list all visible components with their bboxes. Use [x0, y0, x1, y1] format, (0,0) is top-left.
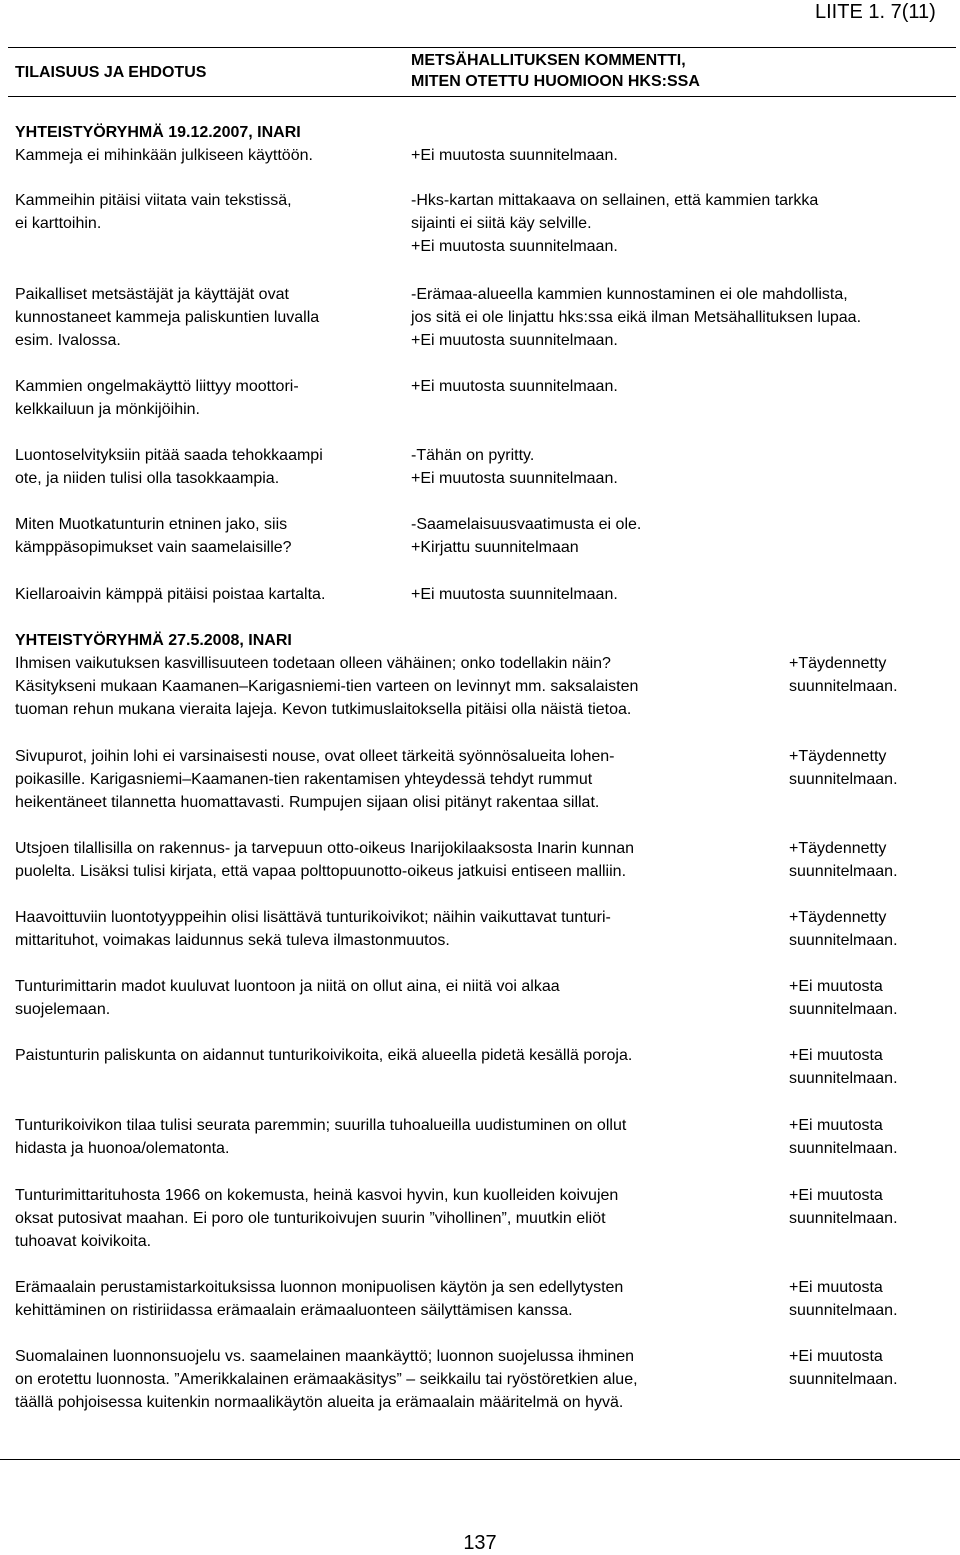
proposal-line: oksat putosivat maahan. Ei poro ole tunturikoivujen suurin ”vihollinen”, muutkin eliöt	[15, 1210, 606, 1227]
response-line: +Ei muutosta	[789, 1117, 883, 1134]
proposal-line: Suomalainen luonnonsuojelu vs. saamelainen maankäyttö; luonnon suojelussa ihminen	[15, 1348, 635, 1365]
response-line: +Täydennetty	[789, 840, 887, 857]
response-line: suunnitelmaan.	[789, 678, 898, 695]
proposal-line: kehittäminen on ristiriidassa erämaalain erämaaluonteen säilyttämisen kanssa.	[15, 1302, 573, 1319]
entry-proposal	[15, 1276, 775, 1322]
response-line: +Ei muutosta	[789, 1047, 883, 1064]
entry-response	[789, 1114, 955, 1160]
proposal-line: Tunturikoivikon tilaa tulisi seurata paremmin; suurilla tuhoalueilla uudistuminen on ollut	[15, 1117, 627, 1134]
proposal-line: hidasta ja huonoa/olematonta.	[15, 1140, 230, 1157]
entry-response	[411, 444, 955, 490]
response-line: +Ei muutosta suunnitelmaan.	[411, 332, 618, 349]
entry-response	[411, 283, 955, 352]
page-number: 137	[463, 1532, 497, 1554]
response-line: +Ei muutosta suunnitelmaan.	[411, 378, 618, 395]
response-line: suunnitelmaan.	[789, 1371, 898, 1388]
response-line: +Täydennetty	[789, 909, 887, 926]
proposal-line: Kiellaroaivin kämppä pitäisi poistaa kartalta.	[15, 586, 326, 603]
response-line: +Kirjattu suunnitelmaan	[411, 539, 579, 556]
entry-proposal	[15, 1345, 775, 1414]
proposal-line: Paistunturin paliskunta on aidannut tunturikoivikoita, eikä alueella pidetä kesällä poroja.	[15, 1047, 633, 1064]
entry-proposal	[15, 444, 395, 490]
proposal-line: kelkkailuun ja mönkijöihin.	[15, 401, 200, 418]
response-line: +Ei muutosta suunnitelmaan.	[411, 586, 618, 603]
proposal-line: on erotettu luonnosta. ”Amerikkalainen erämaakäsitys” – seikkailu tai ryöstöretkien alue,	[15, 1371, 638, 1388]
entry-response	[411, 189, 955, 258]
proposal-line: kämppäsopimukset vain saamelaisille?	[15, 539, 292, 556]
entry-proposal	[15, 837, 775, 883]
response-line: +Ei muutosta	[789, 1187, 883, 1204]
response-line: -Erämaa-alueella kammien kunnostaminen ei ole mahdollista,	[411, 286, 848, 303]
proposal-line: Luontoselvityksiin pitää saada tehokkaampi	[15, 447, 323, 464]
proposal-line: tuhoavat koivikoita.	[15, 1233, 152, 1250]
entry-response	[411, 375, 955, 398]
column-header-left: TILAISUUS JA EHDOTUS	[15, 64, 207, 81]
proposal-line: Käsitykseni mukaan Kaamanen–Karigasniemi-tien varteen on levinnyt mm. saksalaisten	[15, 678, 639, 695]
entry-proposal	[15, 975, 775, 1021]
entry-response	[411, 583, 955, 606]
column-header-right-line1: METSÄHALLITUKSEN KOMMENTTI,	[411, 52, 686, 69]
entry-proposal	[15, 144, 395, 167]
section2-heading: YHTEISTYÖRYHMÄ 27.5.2008, INARI	[15, 632, 292, 649]
proposal-line: Ihmisen vaikutuksen kasvillisuuteen todetaan olleen vähäinen; onko todellakin näin?	[15, 655, 611, 672]
top-rule	[8, 47, 956, 48]
proposal-line: Erämaalain perustamistarkoituksissa luonnon monipuolisen käytön ja sen edellytysten	[15, 1279, 624, 1296]
response-line: -Saamelaisuusvaatimusta ei ole.	[411, 516, 642, 533]
entry-proposal	[15, 652, 775, 721]
entry-response	[789, 906, 955, 952]
entry-proposal	[15, 375, 395, 421]
response-line: suunnitelmaan.	[789, 1210, 898, 1227]
proposal-line: esim. Ivalossa.	[15, 332, 121, 349]
entry-proposal	[15, 745, 775, 814]
response-line: +Ei muutosta	[789, 1348, 883, 1365]
response-line: +Ei muutosta suunnitelmaan.	[411, 238, 618, 255]
response-line: suunnitelmaan.	[789, 1001, 898, 1018]
response-line: +Ei muutosta suunnitelmaan.	[411, 147, 618, 164]
proposal-line: Utsjoen tilallisilla on rakennus- ja tarvepuun otto-oikeus Inarijokilaaksosta Inarin kunnan	[15, 840, 635, 857]
response-line: suunnitelmaan.	[789, 1070, 898, 1087]
response-line: -Hks-kartan mittakaava on sellainen, että kammien tarkka	[411, 192, 819, 209]
proposal-line: täällä pohjoisessa kuitenkin normaalikäytön alueita ja erämaalain määritelmä on hyvä.	[15, 1394, 624, 1411]
response-line: sijainti ei siitä käy selville.	[411, 215, 592, 232]
proposal-line: Paikalliset metsästäjät ja käyttäjät ovat	[15, 286, 289, 303]
proposal-line: Miten Muotkatunturin etninen jako, siis	[15, 516, 288, 533]
entry-response	[789, 837, 955, 883]
entry-proposal	[15, 513, 395, 559]
response-line: suunnitelmaan.	[789, 1140, 898, 1157]
proposal-line: Sivupurot, joihin lohi ei varsinaisesti nouse, ovat olleet tärkeitä syönnösalueita lohen-	[15, 748, 615, 765]
proposal-line: suojelemaan.	[15, 1001, 111, 1018]
entry-proposal	[15, 906, 775, 952]
response-line: +Ei muutosta suunnitelmaan.	[411, 470, 618, 487]
entry-proposal	[15, 1044, 775, 1067]
proposal-line: Kammien ongelmakäyttö liittyy moottori-	[15, 378, 299, 395]
entry-proposal	[15, 583, 395, 606]
proposal-line: mittarituhot, voimakas laidunnus sekä tuleva ilmastonmuutos.	[15, 932, 450, 949]
entry-response	[789, 1276, 955, 1322]
proposal-line: Haavoittuviin luontotyyppeihin olisi lisättävä tunturikoivikot; näihin vaikuttavat tunturi-	[15, 909, 611, 926]
entry-proposal	[15, 1114, 775, 1160]
proposal-line: Tunturimittarituhosta 1966 on kokemusta, heinä kasvoi hyvin, kun kuolleiden koivujen	[15, 1187, 619, 1204]
proposal-line: ei karttoihin.	[15, 215, 102, 232]
response-line: jos sitä ei ole linjattu hks:ssa eikä ilman Metsähallituksen lupaa.	[411, 309, 862, 326]
response-line: +Täydennetty	[789, 748, 887, 765]
column-header-right-line2: MITEN OTETTU HUOMIOON HKS:SSA	[411, 73, 700, 90]
response-line: +Täydennetty	[789, 655, 887, 672]
response-line: suunnitelmaan.	[789, 863, 898, 880]
response-line: suunnitelmaan.	[789, 771, 898, 788]
proposal-line: heikentäneet tilannetta huomattavasti. Rumpujen sijaan olisi pitänyt rakentaa sillat.	[15, 794, 600, 811]
entry-response	[789, 1345, 955, 1391]
response-line: +Ei muutosta	[789, 978, 883, 995]
entry-response	[789, 745, 955, 791]
entry-response	[411, 513, 955, 559]
proposal-line: Tunturimittarin madot kuuluvat luontoon ja niitä on ollut aina, ei niitä voi alkaa	[15, 978, 560, 995]
entry-proposal	[15, 283, 395, 352]
entry-proposal	[15, 189, 395, 235]
proposal-line: tuoman rehun mukana vieraita lajeja. Kevon tutkimuslaitoksella pitäisi olla näistä tietoa.	[15, 701, 632, 718]
proposal-line: Kammeihin pitäisi viitata vain tekstissä,	[15, 192, 292, 209]
response-line: +Ei muutosta	[789, 1279, 883, 1296]
entry-response	[411, 144, 955, 167]
entry-response	[789, 975, 955, 1021]
proposal-line: kunnostaneet kammeja paliskuntien luvalla	[15, 309, 320, 326]
response-line: suunnitelmaan.	[789, 1302, 898, 1319]
entry-response	[789, 1184, 955, 1230]
proposal-line: Kammeja ei mihinkään julkiseen käyttöön.	[15, 147, 313, 164]
entry-response	[789, 652, 955, 698]
proposal-line: puolelta. Lisäksi tulisi kirjata, että vapaa polttopuunotto-oikeus jatkuisi entiseen malliin.	[15, 863, 627, 880]
section1-heading: YHTEISTYÖRYHMÄ 19.12.2007, INARI	[15, 124, 301, 141]
response-line: suunnitelmaan.	[789, 932, 898, 949]
bottom-rule	[0, 1459, 960, 1460]
proposal-line: poikasille. Karigasniemi–Kaamanen-tien rakentamisen yhteydessä tehdyt rummut	[15, 771, 593, 788]
entry-proposal	[15, 1184, 775, 1253]
header-rule	[8, 96, 956, 97]
proposal-line: ote, ja niiden tulisi olla tasokkaampia.	[15, 470, 280, 487]
attachment-label: LIITE 1. 7(11)	[815, 1, 936, 23]
column-header-right	[411, 50, 700, 92]
response-line: -Tähän on pyritty.	[411, 447, 535, 464]
entry-response	[789, 1044, 955, 1090]
